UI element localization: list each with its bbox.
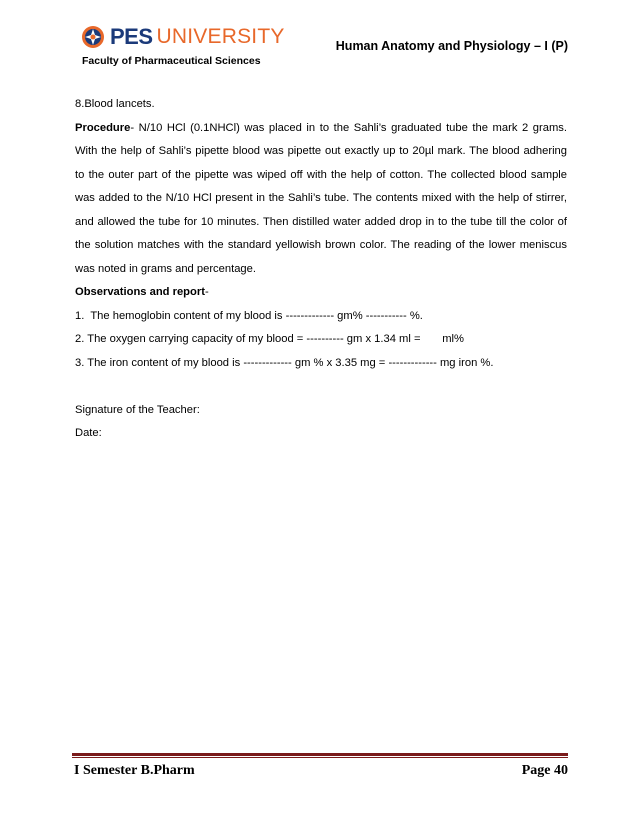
observations-separator: -	[204, 286, 209, 298]
date-label: Date:	[75, 427, 102, 439]
material-item: 8.Blood lancets.	[75, 98, 155, 110]
observations-label: Observations and report	[75, 286, 205, 298]
footer-rule-thin	[72, 757, 568, 758]
observation-line: 2. The oxygen carrying capacity of my blood = ---------- gm x 1.34 ml = ml%	[75, 333, 464, 345]
procedure-paragraph	[75, 117, 567, 282]
procedure-label: Procedure	[75, 121, 131, 134]
page-content	[75, 93, 567, 446]
observations-heading	[75, 281, 567, 305]
footer-semester: I Semester B.Pharm	[74, 763, 195, 778]
procedure-text: N/10 HCl (0.1NHCl) was placed in to the Sahli’s graduated tube the mark 2 grams. With the help of Sahli’s pipette blood was pipette out exactly up to 20µl mark. The blood adhering to the outer part of the pipette was wiped off with the help of cotton. The collected blood sample was added to the N/10 HCl present in the Sahli’s tube. The contents mixed with the help of stirrer, and allowed the tube for 10 minutes. Then distilled water added drop in to the tube till the color of the solution matches with the standard yellowish brown color. The reading of the lower meniscus was noted in grams and percentage.	[75, 121, 567, 275]
procedure-separator: -	[130, 121, 139, 134]
course-title: Human Anatomy and Physiology – I (P)	[335, 39, 568, 53]
university-logo	[80, 24, 285, 50]
observation-line: 3. The iron content of my blood is ------------- gm % x 3.35 mg = ------------- mg iron %.	[75, 356, 494, 369]
teacher-signature: Signature of the Teacher:	[75, 403, 200, 416]
footer-rule-thick	[72, 753, 568, 756]
footer-page-number: Page 40	[521, 763, 568, 778]
observation-line: 1. The hemoglobin content of my blood is ------------- gm% ----------- %.	[75, 309, 423, 322]
spacer	[75, 375, 567, 399]
logo-pes-text: PES	[110, 24, 153, 49]
logo-university-text: UNIVERSITY	[156, 25, 285, 48]
pes-emblem-icon	[80, 24, 106, 50]
faculty-name: Faculty of Pharmaceutical Sciences	[82, 55, 261, 67]
page-header	[0, 0, 638, 80]
